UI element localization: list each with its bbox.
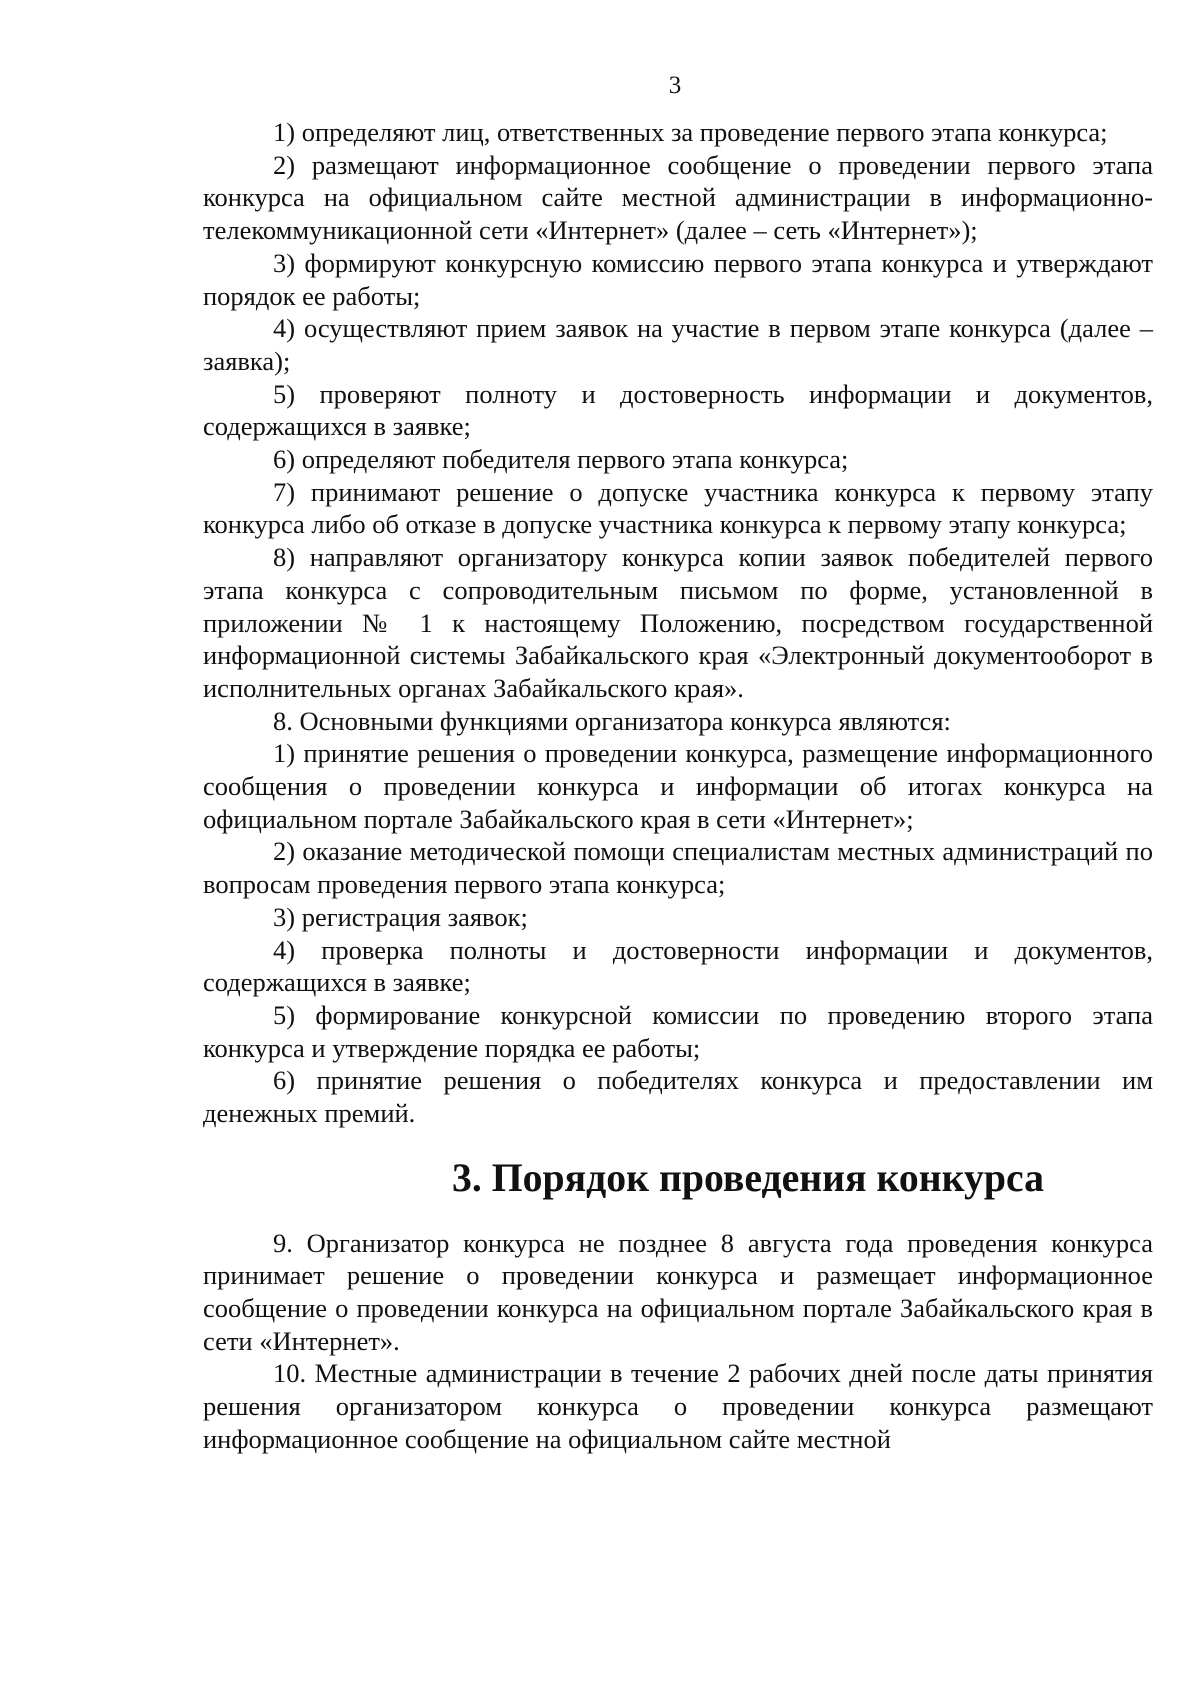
paragraph: 9. Организатор конкурса не позднее 8 августа года проведения конкурса принимает решение о проведении конкурса и размещает информационное сообщение о проведении конкурса на официальном портале Забайкальского края в сети «Интернет». — [203, 1227, 1153, 1356]
paragraph: 3) формируют конкурсную комиссию первого этапа конкурса и утверждают порядок ее работы; — [203, 247, 1153, 311]
page-number: 3 — [668, 72, 682, 99]
paragraph: 1) определяют лиц, ответственных за проведение первого этапа конкурса; — [273, 117, 1108, 147]
paragraph: 7) принимают решение о допуске участника конкурса к первому этапу конкурса либо об отказе в допуске участника конкурса к первому этапу конкурса; — [203, 476, 1153, 540]
paragraph: 5) формирование конкурсной комиссии по проведению второго этапа конкурса и утверждение порядка ее работы; — [203, 999, 1153, 1063]
paragraph: 1) принятие решения о проведении конкурса, размещение информационного сообщения о проведении конкурса и информации об итогах конкурса на официальном портале Забайкальского края в сети «Интернет»; — [203, 738, 1153, 834]
document-body — [203, 116, 1153, 1455]
paragraph: 8. Основными функциями организатора конкурса являются: — [273, 705, 951, 736]
paragraph: 2) размещают информационное сообщение о проведении первого этапа конкурса на официальном сайте местной администрации в информационно-телекоммуникационной сети «Интернет» (далее – сеть «Интернет»); — [203, 149, 1153, 246]
paragraph: 8) направляют организатору конкурса копии заявок победителей первого этапа конкурса с сопроводительным письмом по форме, установленной в приложении № 1 к настоящему Положению, посредством государственной информационной системы Забайкальского края «Электронный документооборот в исполнительных органах Забайкальского края». — [203, 542, 1153, 703]
section-heading: 3. Порядок проведения конкурса — [452, 1155, 1044, 1200]
paragraph: 10. Местные администрации в течение 2 рабочих дней после даты принятия решения организатором конкурса о проведении конкурса размещают информационное сообщение на официальном сайте местной — [203, 1358, 1153, 1454]
paragraph: 6) определяют победителя первого этапа конкурса; — [273, 444, 849, 475]
paragraph: 4) осуществляют прием заявок на участие в первом этапе конкурса (далее – заявка); — [203, 313, 1153, 376]
paragraph: 4) проверка полноты и достоверности информации и документов, содержащихся в заявке; — [203, 934, 1153, 998]
paragraph: 2) оказание методической помощи специалистам местных администраций по вопросам проведения первого этапа конкурса; — [203, 836, 1153, 900]
paragraph: 3) регистрация заявок; — [273, 901, 528, 932]
paragraph: 6) принятие решения о победителях конкурса и предоставлении им денежных премий. — [203, 1065, 1153, 1129]
paragraph: 5) проверяют полноту и достоверность информации и документов, содержащихся в заявке; — [203, 378, 1153, 442]
